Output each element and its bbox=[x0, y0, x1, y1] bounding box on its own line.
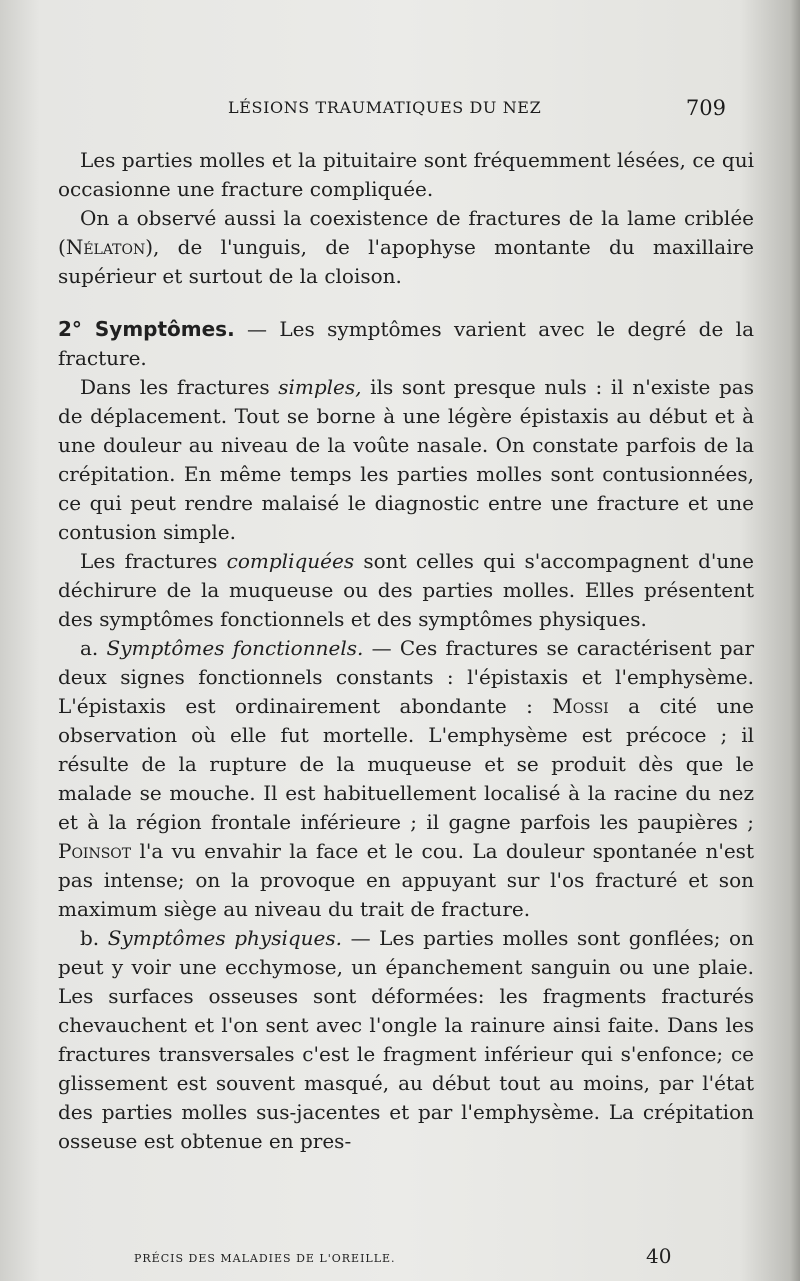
subsection-heading-fonctionnels: Symptômes fonctionnels. bbox=[106, 636, 364, 660]
paragraph-physiques bbox=[58, 924, 754, 1156]
footer-book-title: PRÉCIS DES MALADIES DE L'OREILLE. bbox=[134, 1252, 396, 1265]
paragraph-simples-text-b: ils sont presque nuls : il n'existe pas de déplacement. Tout se borne à une légère épistaxis au début et à une douleur au niveau de la voûte nasale. On constate parfois de la crépitation. En même temps les parties molles sont contusionnées, ce qui peut rendre malaisé le diagnostic entre une fracture et une contusion simple. bbox=[58, 375, 754, 544]
section-heading: 2° Symptômes. bbox=[58, 317, 235, 341]
section-symptomes bbox=[58, 315, 754, 373]
paragraph-fonctionnels-text-a: — Ces fractures se caractérisent par deux signes fonctionnels constants : l'épistaxis et l'emphysème. L'épistaxis est ordinairement abondante : bbox=[58, 636, 755, 718]
page-number: 709 bbox=[685, 96, 726, 120]
author-name-mossi: Mossi bbox=[552, 694, 609, 718]
paragraph-2-text-b: ), de l'unguis, de l'apophyse montante du maxillaire supérieur et surtout de la cloison. bbox=[58, 235, 754, 288]
subsection-heading-physiques: Symptômes physiques. bbox=[107, 926, 342, 950]
running-head: LÉSIONS TRAUMATIQUES DU NEZ bbox=[228, 98, 542, 117]
page-header bbox=[60, 96, 730, 126]
paragraph-fonctionnels bbox=[58, 634, 754, 924]
author-name-nelaton: Nélaton bbox=[65, 235, 146, 259]
emphasis-simples: simples, bbox=[278, 375, 362, 399]
author-name-poinsot: Poinsot bbox=[58, 839, 132, 863]
body-text bbox=[58, 146, 754, 1156]
paragraph-fonctionnels-text-c: l'a vu envahir la face et le cou. La douleur spontanée n'est pas intense; on la provoque en appuyant sur l'os fracturé et son maximum siège au niveau du trait de fracture. bbox=[58, 839, 754, 921]
paragraph-compliquees-text-b: sont celles qui s'accompagnent d'une déchirure de la muqueuse ou des parties molles. Elles présentent des symptômes fonctionnels et des symptômes physiques. bbox=[58, 549, 754, 631]
paragraph-fonctionnels-text-b: a cité une observation où elle fut mortelle. L'emphysème est précoce ; il résulte de la rupture de la muqueuse et se produit dès que le malade se mouche. Il est habituellement localisé à la racine du nez et à la région frontale inférieure ; il gagne parfois les paupières ; bbox=[58, 694, 754, 834]
section-intro-text: — Les symptômes varient avec le degré de la fracture. bbox=[58, 317, 754, 370]
paragraph-physiques-text: — Les parties molles sont gonflées; on peut y voir une ecchymose, un épanchement sanguin ou une plaie. Les surfaces osseuses sont déformées: les fragments fracturés chevauchent et l'on sent avec l'ongle la rainure ainsi faite. Dans les fractures transversales c'est le fragment inférieur qui s'enfonce; ce glissement est souvent masqué, au début tout au moins, par l'état des parties molles sus-jacentes et par l'emphysème. La crépitation osseuse est obtenue en pres- bbox=[58, 926, 754, 1153]
emphasis-compliquees: compliquées bbox=[226, 549, 355, 573]
paragraph-1-text: Les parties molles et la pituitaire sont fréquemment lésées, ce qui occasionne une fracture compliquée. bbox=[58, 148, 754, 201]
paragraph-simples bbox=[58, 373, 754, 547]
paragraph-1 bbox=[58, 146, 754, 204]
paragraph-simples-text-a: Dans les fractures bbox=[80, 375, 279, 399]
subsection-label-b: b. bbox=[80, 926, 108, 950]
page-footer bbox=[60, 1244, 700, 1270]
paragraph-2-text-a: On a observé aussi la coexistence de fractures de la lame criblée ( bbox=[58, 206, 754, 259]
subsection-label-a: a. bbox=[80, 636, 107, 660]
paragraph-compliquees bbox=[58, 547, 754, 634]
signature-mark: 40 bbox=[646, 1244, 672, 1268]
paragraph-2 bbox=[58, 204, 754, 291]
paragraph-compliquees-text-a: Les fractures bbox=[80, 549, 227, 573]
